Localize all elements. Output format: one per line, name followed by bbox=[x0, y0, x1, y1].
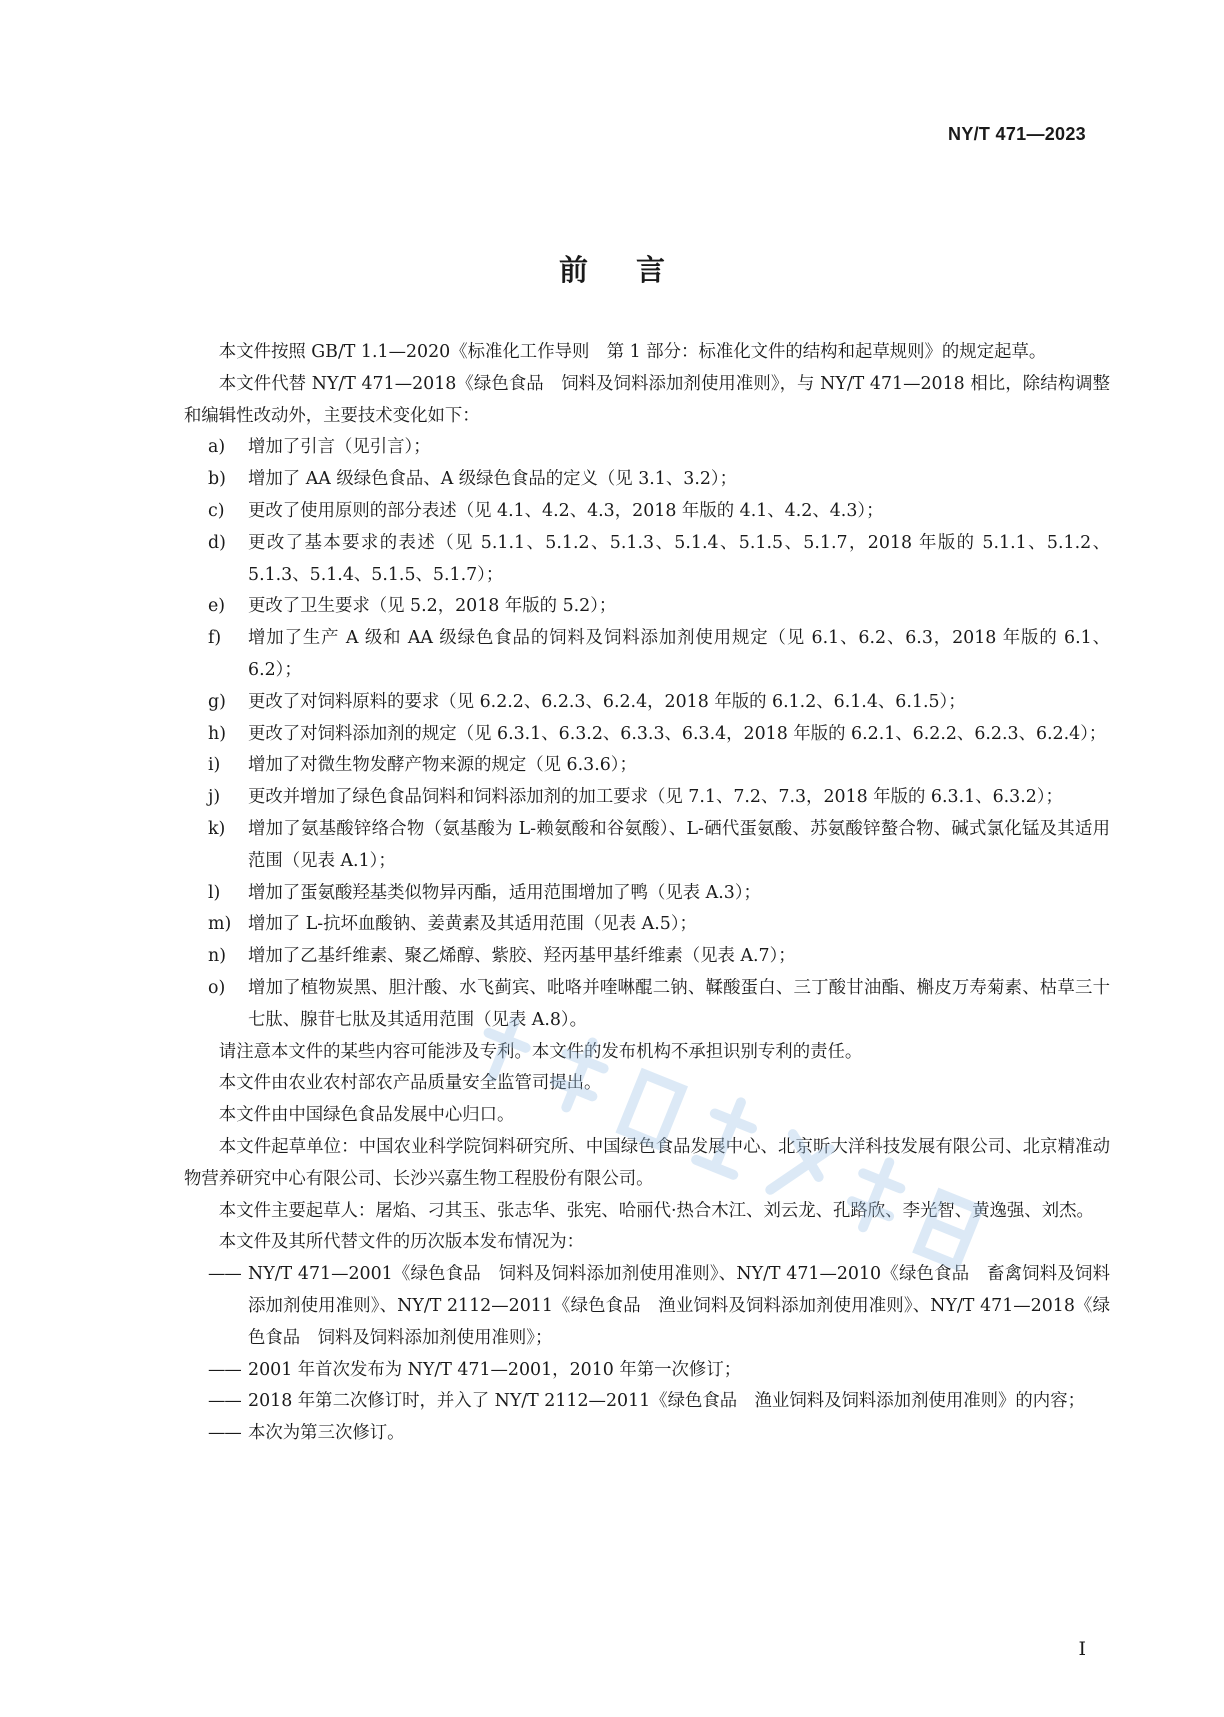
list-item bbox=[184, 941, 1110, 973]
list-item-text: 增加了氨基酸锌络合物（氨基酸为 L-赖氨酸和谷氨酸）、L-硒代蛋氨酸、苏氨酸锌螯合物、碱式氯化锰及其适用范围（见表 A.1）； bbox=[248, 818, 1110, 871]
list-item-text: 增加了引言（见引言）； bbox=[248, 437, 431, 458]
history-item-dash: —— bbox=[208, 1391, 241, 1412]
list-item-text: 增加了 AA 级绿色食品、A 级绿色食品的定义（见 3.1、3.2）； bbox=[248, 469, 737, 490]
proposer-statement: 本文件由农业农村部农产品质量安全监管司提出。 bbox=[218, 1073, 602, 1094]
patent-notice: 请注意本文件的某些内容可能涉及专利。本文件的发布机构不承担识别专利的责任。 bbox=[218, 1041, 863, 1062]
list-item-text: 更改了对饲料添加剂的规定（见 6.3.1、6.3.2、6.3.3、6.3.4，2018 年版的 6.2.1、6.2.2、6.2.3、6.2.4）； bbox=[248, 723, 1107, 744]
list-item-label: h) bbox=[208, 723, 226, 744]
history-item bbox=[184, 1355, 1110, 1387]
list-item-label: a) bbox=[208, 437, 226, 458]
list-item bbox=[184, 909, 1110, 941]
list-item-text: 增加了 L-抗坏血酸钠、姜黄素及其适用范围（见表 A.5）； bbox=[248, 914, 697, 935]
history-item-text: 本次为第三次修订。 bbox=[248, 1423, 405, 1444]
page-number: I bbox=[1078, 1638, 1086, 1660]
standard-code: NY/T 471—2023 bbox=[948, 124, 1086, 144]
history-item-dash: —— bbox=[208, 1423, 241, 1444]
history-item-dash: —— bbox=[208, 1264, 241, 1285]
list-item-label: j) bbox=[208, 787, 221, 808]
list-item bbox=[184, 528, 1110, 592]
history-item-dash: —— bbox=[208, 1359, 241, 1380]
changes-list bbox=[184, 432, 1110, 1036]
list-item-text: 增加了植物炭黑、胆汁酸、水飞蓟宾、吡咯并喹啉醌二钠、鞣酸蛋白、三丁酸甘油酯、槲皮万寿菊素、枯草三十七肽、腺苷七肽及其适用范围（见表 A.8）。 bbox=[248, 977, 1110, 1030]
list-item-label: n) bbox=[208, 946, 226, 967]
list-item-label: e) bbox=[208, 596, 226, 617]
history-item-text: 2018 年第二次修订时，并入了 NY/T 2112—2011《绿色食品 渔业饲料及饲料添加剂使用准则》的内容； bbox=[248, 1391, 1085, 1412]
list-item-label: o) bbox=[208, 977, 226, 998]
list-item-label: d) bbox=[208, 532, 226, 553]
foreword-body bbox=[184, 337, 1110, 1450]
list-item bbox=[184, 464, 1110, 496]
list-item-text: 增加了乙基纤维素、聚乙烯醇、紫胶、羟丙基甲基纤维素（见表 A.7）； bbox=[248, 946, 796, 967]
list-item bbox=[184, 719, 1110, 751]
list-item-label: b) bbox=[208, 469, 226, 490]
list-item-text: 增加了生产 A 级和 AA 级绿色食品的饲料及饲料添加剂使用规定（见 6.1、6.2、6.3，2018 年版的 6.1、6.2）； bbox=[248, 628, 1110, 680]
list-item bbox=[184, 591, 1110, 623]
history-item-text: NY/T 471—2001《绿色食品 饲料及饲料添加剂使用准则》、NY/T 471—2010《绿色食品 畜禽饲料及饲料添加剂使用准则》、NY/T 2112—2011《绿色食品 渔业饲料及饲料添加剂使用准则》、NY/T 471—2018《绿色食品 饲料及饲料添加剂使用准则》； bbox=[248, 1264, 1110, 1348]
list-item-text: 更改并增加了绿色食品饲料和饲料添加剂的加工要求（见 7.1、7.2、7.3，2018 年版的 6.3.1、6.3.2）； bbox=[248, 787, 1063, 808]
drafters: 本文件主要起草人：屠焰、刁其玉、张志华、张宪、哈丽代·热合木江、刘云龙、孔路欣、李光智、黄逸强、刘杰。 bbox=[218, 1200, 1094, 1221]
paragraph: 本文件按照 GB/T 1.1—2020《标准化工作导则 第 1 部分：标准化文件的结构和起草规则》的规定起草。 bbox=[218, 342, 1047, 362]
list-item-label: k) bbox=[208, 818, 226, 839]
list-item-text: 更改了基本要求的表述（见 5.1.1、5.1.2、5.1.3、5.1.4、5.1.5、5.1.7，2018 年版的 5.1.1、5.1.2、5.1.3、5.1.4、5.1.5、5.1.7）； bbox=[248, 532, 1110, 585]
list-item bbox=[184, 496, 1110, 528]
list-item bbox=[184, 432, 1110, 464]
centralizer-statement: 本文件由中国绿色食品发展中心归口。 bbox=[218, 1105, 515, 1126]
page-title: 前言 bbox=[558, 253, 713, 287]
list-item-label: m) bbox=[208, 914, 232, 935]
list-item-label: f) bbox=[208, 628, 222, 649]
list-item bbox=[184, 750, 1110, 782]
list-item-text: 更改了卫生要求（见 5.2，2018 年版的 5.2）； bbox=[248, 596, 617, 617]
list-item-label: c) bbox=[208, 500, 225, 521]
paragraph: 本文件代替 NY/T 471—2018《绿色食品 饲料及饲料添加剂使用准则》，与 NY/T 471—2018 相比，除结构调整和编辑性改动外，主要技术变化如下： bbox=[184, 373, 1110, 426]
list-item bbox=[184, 814, 1110, 878]
list-item bbox=[184, 878, 1110, 910]
history-list bbox=[184, 1259, 1110, 1450]
list-item-text: 更改了对饲料原料的要求（见 6.2.2、6.2.3、6.2.4，2018 年版的 6.1.2、6.1.4、6.1.5）； bbox=[248, 691, 966, 712]
list-item-text: 增加了蛋氨酸羟基类似物异丙酯，适用范围增加了鸭（见表 A.3）； bbox=[248, 882, 761, 903]
history-item bbox=[184, 1386, 1110, 1418]
list-item bbox=[184, 623, 1110, 687]
list-item-text: 更改了使用原则的部分表述（见 4.1、4.2、4.3，2018 年版的 4.1、4.2、4.3）； bbox=[248, 500, 884, 521]
list-item bbox=[184, 973, 1110, 1037]
list-item-text: 增加了对微生物发酵产物来源的规定（见 6.3.6）； bbox=[248, 755, 637, 776]
list-item-label: i) bbox=[208, 755, 221, 776]
list-item-label: g) bbox=[208, 691, 226, 712]
history-intro: 本文件及其所代替文件的历次版本发布情况为： bbox=[218, 1232, 585, 1253]
list-item bbox=[184, 687, 1110, 719]
drafting-units: 本文件起草单位：中国农业科学院饲料研究所、中国绿色食品发展中心、北京昕大洋科技发展有限公司、北京精准动物营养研究中心有限公司、长沙兴嘉生物工程股份有限公司。 bbox=[184, 1136, 1110, 1189]
history-item-text: 2001 年首次发布为 NY/T 471—2001，2010 年第一次修订； bbox=[248, 1359, 742, 1380]
list-item-label: l) bbox=[208, 882, 221, 903]
history-item bbox=[184, 1418, 1110, 1450]
list-item bbox=[184, 782, 1110, 814]
history-item bbox=[184, 1259, 1110, 1354]
